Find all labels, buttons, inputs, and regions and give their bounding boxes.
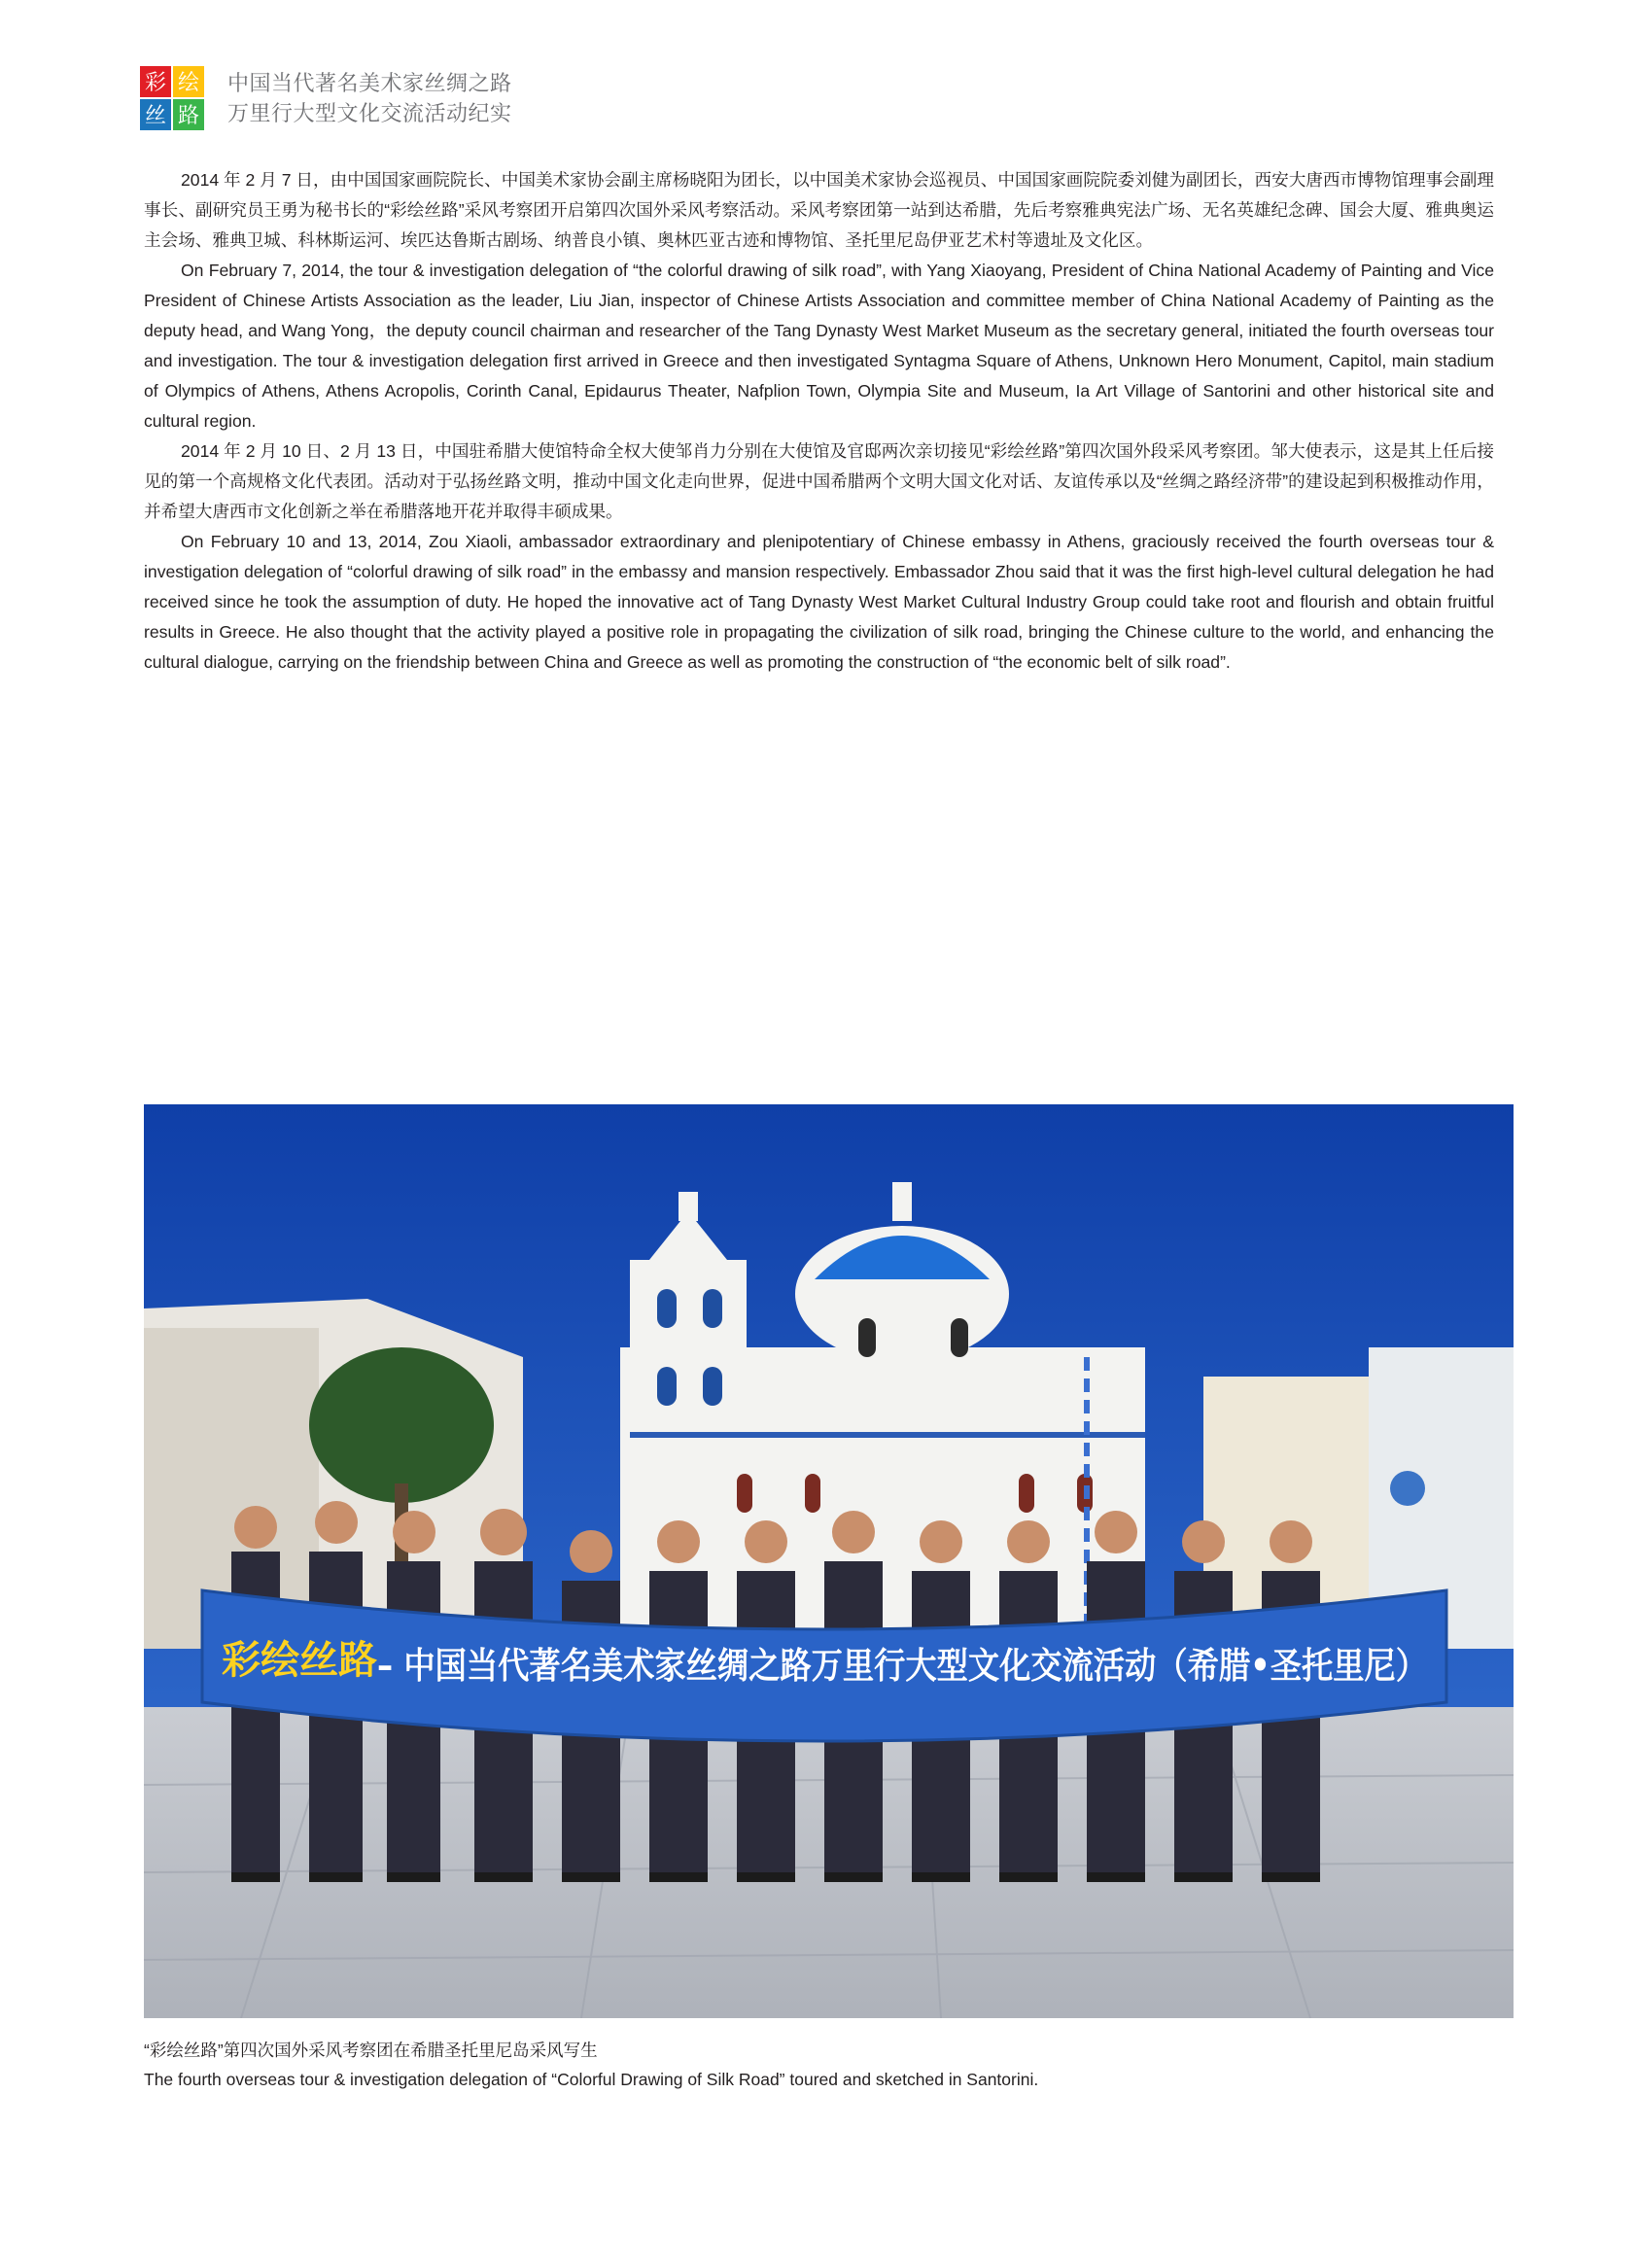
silk-road-logo: [140, 66, 204, 130]
tree: [309, 1347, 494, 1503]
paragraph-zh-1: 2014 年 2 月 7 日，由中国国家画院院长、中国美术家协会副主席杨晓阳为团长，以中国美术家协会巡视员、中国国家画院院委刘健为副团长，西安大唐西市博物馆理事会副理事长、副研究员王勇为秘书长的“彩绘丝路”采风考察团开启第四次国外采风考察活动。采风考察团第一站到达希腊，先后考察雅典宪法广场、无名英雄纪念碑、国会大厦、雅典奥运主会场、雅典卫城、科林斯运河、埃匹达鲁斯古剧场、纳普良小镇、奥林匹亚古迹和博物馆、圣托里尼岛伊亚艺术村等遗址及文化区。: [144, 170, 1494, 250]
article-body: [144, 165, 1494, 678]
group-photo: [144, 1104, 1514, 2018]
header-title-line2: 万里行大型文化交流活动纪实: [227, 101, 512, 125]
logo-char: 绘: [177, 71, 200, 95]
header-title: [227, 68, 512, 128]
header-title-line1: 中国当代著名美术家丝绸之路: [227, 71, 512, 95]
santorini-scene: [144, 1104, 1514, 2018]
logo-char: 彩: [144, 71, 167, 95]
paragraph-en-1: On February 7, 2014, the tour & investigation delegation of “the colorful drawing of silk road”, with Yang Xiaoyang, President of China National Academy of Painting and Vice President of Chinese Artists Association as the leader, Liu Jian, inspector of Chinese Artists Association and committee member of China National Academy of Painting as the deputy head, and Wang Yong，the deputy council chairman and researcher of the Tang Dynasty West Market Museum as the secretary general, initiated the fourth overseas tour and investigation. The tour & investigation delegation first arrived in Greece and then investigated Syntagma Square of Athens, Unknown Hero Monument, Capitol, main stadium of Olympics of Athens, Athens Acropolis, Corinth Canal, Epidaurus Theater, Nafplion Town, Olympia Site and Museum, Ia Art Village of Santorini and other historical site and cultural region.: [144, 261, 1494, 431]
paragraph-zh-2: 2014 年 2 月 10 日、2 月 13 日，中国驻希腊大使馆特命全权大使邹肖力分别在大使馆及官邸两次亲切接见“彩绘丝路”第四次国外段采风考察团。邹大使表示，这是其上任后接见的第一个高规格文化代表团。活动对于弘扬丝路文明，推动中国文化走向世界，促进中国希腊两个文明大国文化对话、友谊传承以及“丝绸之路经济带”的建设起到积极推动作用，并希望大唐西市文化创新之举在希腊落地开花并取得丰硕成果。: [144, 441, 1494, 521]
photo-caption: [144, 2036, 1038, 2094]
logo-char: 丝: [144, 104, 167, 128]
caption-zh: “彩绘丝路”第四次国外采风考察团在希腊圣托里尼岛采风写生: [144, 2041, 598, 2060]
bell-tower: [630, 1260, 747, 1357]
banner-text: – 中国当代著名美术家丝绸之路万里行大型文化交流活动（希腊•圣托里尼）: [377, 1645, 1427, 1687]
caption-en: The fourth overseas tour & investigation delegation of “Colorful Drawing of Silk Road” toured and sketched in Santorini.: [144, 2070, 1039, 2089]
banner-logo-text: 彩绘丝路: [222, 1638, 377, 1683]
logo-char: 路: [177, 104, 200, 128]
paragraph-en-2: On February 10 and 13, 2014, Zou Xiaoli, ambassador extraordinary and plenipotentiary of Chinese embassy in Athens, graciously received the fourth overseas tour & investigation delegation of “colorful drawing of silk road” in the embassy and mansion respectively. Embassador Zhou said that it was the first high-level cultural delegation he had received since he took the assumption of duty. He hoped the innovative act of Tang Dynasty West Market Cultural Industry Group could take root and flourish and obtain fruitful results in Greece. He also thought that the activity played a positive role in propagating the civilization of silk road, bringing the Chinese culture to the world, and enhancing the cultural dialogue, carrying on the friendship between China and Greece as well as promoting the construction of “the economic belt of silk road”.: [144, 532, 1494, 672]
